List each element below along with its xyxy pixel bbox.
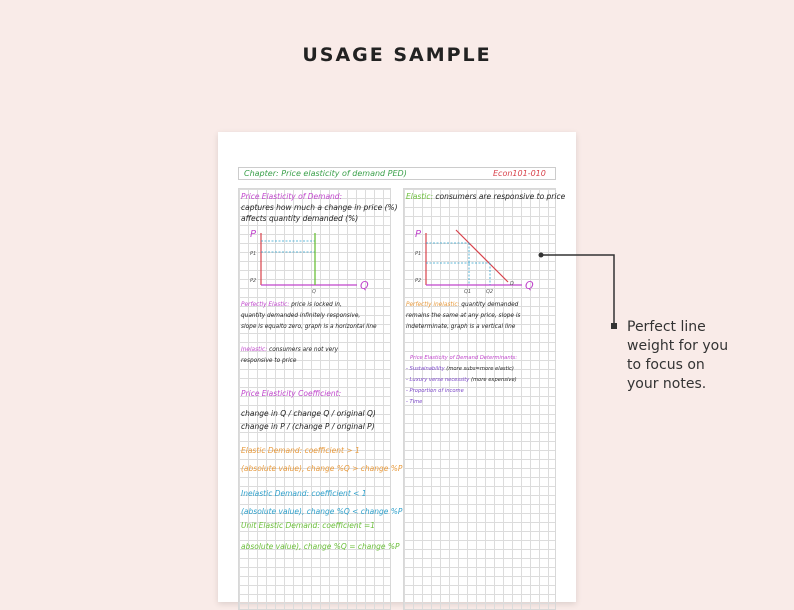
- inelastic-label: Inelastic:: [241, 347, 268, 353]
- coefficient-line-1: change in Q / change Q / original Q): [241, 409, 376, 418]
- left-notes-column: [238, 188, 403, 610]
- elastic-demand-line-2: (absolute value), change %Q > change %P: [241, 464, 403, 473]
- ped-desc-line-2: affects quantity demanded (%): [241, 214, 359, 223]
- perfectly-elastic-label: Perfectly Elastic:: [241, 302, 290, 308]
- graph2-q2-label: Q2: [486, 289, 494, 295]
- perfectly-elastic-line-1: [241, 300, 342, 311]
- determinant-text: - Proportion of income: [406, 388, 464, 394]
- callout-line: to focus on: [627, 357, 705, 373]
- graph2-p-label: P: [415, 229, 422, 240]
- callout-line: weight for you: [627, 338, 729, 354]
- inelastic-line-2: responsive to price: [241, 358, 297, 364]
- graph1-q-label: Q: [360, 279, 369, 292]
- perfectly-elastic-desc-1: price is locked in,: [289, 302, 342, 308]
- determinant-note: (more expensive): [469, 377, 517, 383]
- perfectly-elastic-line-2: quantity demanded infinitely responsive,: [241, 313, 361, 319]
- perfectly-inelastic-label: Perfectly inelastic:: [406, 302, 460, 308]
- determinant-note: (more subs=more elastic): [444, 366, 514, 372]
- determinant-item: [406, 364, 514, 375]
- perfectly-elastic-graph: [239, 225, 390, 305]
- determinant-text: - Time: [406, 399, 423, 405]
- chapter-title: Chapter: Price elasticity of demand PED): [244, 169, 407, 178]
- inelastic-line-1: [241, 345, 338, 356]
- graph2-p2-label: P2: [415, 278, 422, 284]
- determinant-item: [406, 397, 422, 408]
- perfectly-inelastic-line-1: [406, 300, 518, 311]
- determinants-title: Price Elasticity of Demand Determinants:: [410, 355, 518, 361]
- graph2-p1-label: P1: [415, 251, 422, 257]
- inelastic-demand-line-2: (absolute value), change %Q < change %P: [241, 507, 403, 516]
- notebook-page: [218, 132, 576, 602]
- coefficient-line-2: change in P / (change P / original P): [241, 422, 375, 431]
- right-notes-column: [403, 188, 566, 610]
- perfectly-inelastic-line-3: indeterminate, graph is a vertical line: [406, 324, 516, 330]
- elastic-line: [406, 191, 565, 202]
- graph1-p2-label: P2: [250, 278, 257, 284]
- elastic-demand-graph: [404, 225, 555, 305]
- unit-elastic-line-2: absolute value), change %Q = change %P: [241, 542, 400, 551]
- ped-title: Price Elasticity of Demand:: [241, 192, 343, 201]
- chapter-bar: [238, 167, 556, 180]
- determinant-text: - Luxury verse necessity: [406, 377, 470, 383]
- graph1-q-mark: Q: [312, 289, 316, 295]
- graph2-q-label: Q: [525, 279, 534, 292]
- determinant-text: - Sustainability: [406, 366, 445, 372]
- elastic-demand-line-1: Elastic Demand: coefficient > 1: [241, 446, 360, 455]
- elastic-label: Elastic:: [406, 192, 434, 201]
- ped-desc-line-1: captures how much a change in price (%): [241, 203, 398, 212]
- callout-line: Perfect line: [627, 319, 706, 335]
- callout-line: your notes.: [627, 376, 707, 392]
- graph2-q1-label: Q1: [464, 289, 472, 295]
- elastic-desc: consumers are responsive to price: [433, 192, 566, 201]
- graph2-demand-line: [456, 230, 508, 282]
- graph1-p-label: P: [250, 229, 257, 240]
- determinant-item: [406, 386, 464, 397]
- perfectly-inelastic-desc-1: quantity demanded: [459, 302, 519, 308]
- perfectly-elastic-line-3: slope is equalto zero, graph is a horizontal line: [241, 324, 377, 330]
- callout-text: [627, 318, 777, 394]
- determinant-item: [406, 375, 517, 386]
- graph1-p1-label: P1: [250, 251, 257, 257]
- course-code: Econ101-010: [493, 169, 546, 178]
- graph2-d-label: D: [510, 281, 514, 287]
- inelastic-desc-1: consumers are not very: [267, 347, 339, 353]
- inelastic-demand-line-1: Inelastic Demand: coefficient < 1: [241, 489, 367, 498]
- page-heading: USAGE SAMPLE: [302, 44, 492, 66]
- leader-end-square: [611, 323, 617, 329]
- unit-elastic-line-1: Unit Elastic Demand: coefficient =1: [241, 521, 376, 530]
- perfectly-inelastic-line-2: remains the same at any price, slope is: [406, 313, 521, 319]
- coefficient-title: Price Elasticity Coefficient:: [241, 389, 342, 398]
